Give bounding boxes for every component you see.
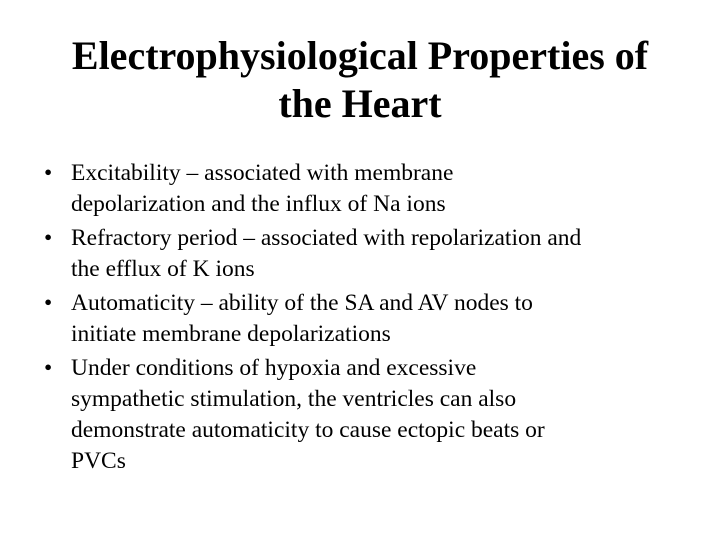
bullet-text-line: Refractory period – associated with repolarization and — [71, 225, 582, 251]
bullet-text-line: Under conditions of hypoxia and excessive — [71, 355, 477, 381]
bullet-text-line: depolarization and the influx of Na ions — [71, 191, 446, 217]
slide-title — [20, 32, 700, 128]
bullet-text-line: the efflux of K ions — [71, 256, 255, 282]
bullet-item-hypoxia — [44, 353, 704, 477]
bullet-icon: • — [44, 160, 53, 186]
bullet-item-automaticity — [44, 288, 704, 350]
bullet-text-line: Automaticity – ability of the SA and AV nodes to — [71, 290, 533, 316]
bullet-item-refractory-period — [44, 223, 704, 285]
bullet-list — [44, 158, 704, 480]
bullet-text-line: sympathetic stimulation, the ventricles can also — [71, 386, 517, 412]
title-line-1: Electrophysiological Properties of — [71, 33, 649, 78]
bullet-text-line: Excitability – associated with membrane — [71, 160, 454, 186]
bullet-item-excitability — [44, 158, 704, 220]
title-line-2: the Heart — [278, 81, 442, 126]
bullet-icon: • — [44, 290, 53, 316]
bullet-text-line: demonstrate automaticity to cause ectopic beats or — [71, 417, 545, 443]
bullet-icon: • — [44, 225, 53, 251]
bullet-text-line: PVCs — [71, 448, 126, 474]
bullet-icon: • — [44, 355, 53, 381]
bullet-text-line: initiate membrane depolarizations — [71, 321, 391, 347]
